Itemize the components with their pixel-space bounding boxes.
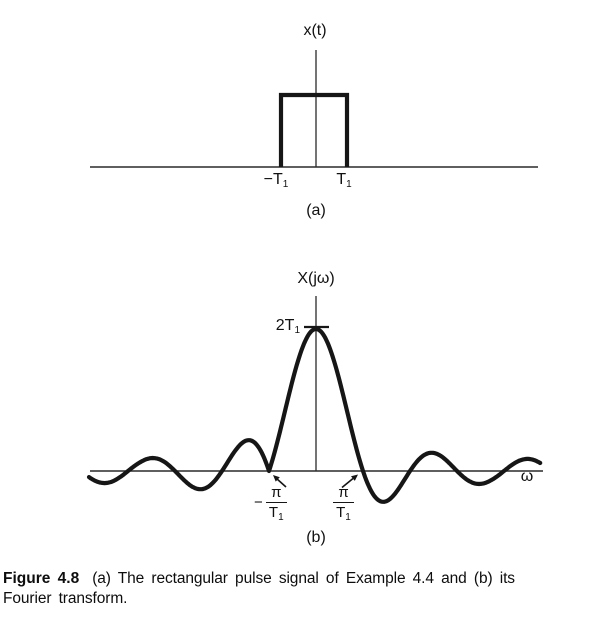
minus-sign: −	[254, 494, 263, 511]
panel-b-tag: (b)	[306, 529, 326, 546]
tick-label-neg-T1: $-T_1$	[263, 171, 289, 190]
figure-caption	[3, 569, 578, 609]
panel-a-tag: (a)	[306, 202, 326, 219]
figure-caption-number: Figure 4.8	[3, 570, 80, 587]
sinc-curve	[89, 329, 540, 502]
tick-label-pos-T1: $T_1$	[336, 171, 352, 190]
figure-caption-text-line2: Fourier transform.	[3, 590, 128, 607]
figure-caption-text-line1: (a) The rectangular pulse signal of Example 4.4 and (b) its	[92, 570, 515, 587]
zero-label-pos-pi-over-T1	[333, 484, 354, 523]
fraction-pi-over-T1: $\frac{\pi}{T_1}$	[333, 485, 354, 520]
peak-value-label: $2T_1$	[275, 317, 300, 336]
fraction-pi-over-T1: $\frac{\pi}{T_1}$	[266, 485, 287, 520]
rectangular-pulse-curve	[281, 95, 347, 167]
panel-b-xlabel: ω	[520, 468, 534, 485]
panel-a-ylabel: x(t)	[303, 22, 327, 39]
zero-label-neg-pi-over-T1	[254, 484, 287, 523]
panel-b-ylabel: X(jω)	[297, 270, 335, 287]
